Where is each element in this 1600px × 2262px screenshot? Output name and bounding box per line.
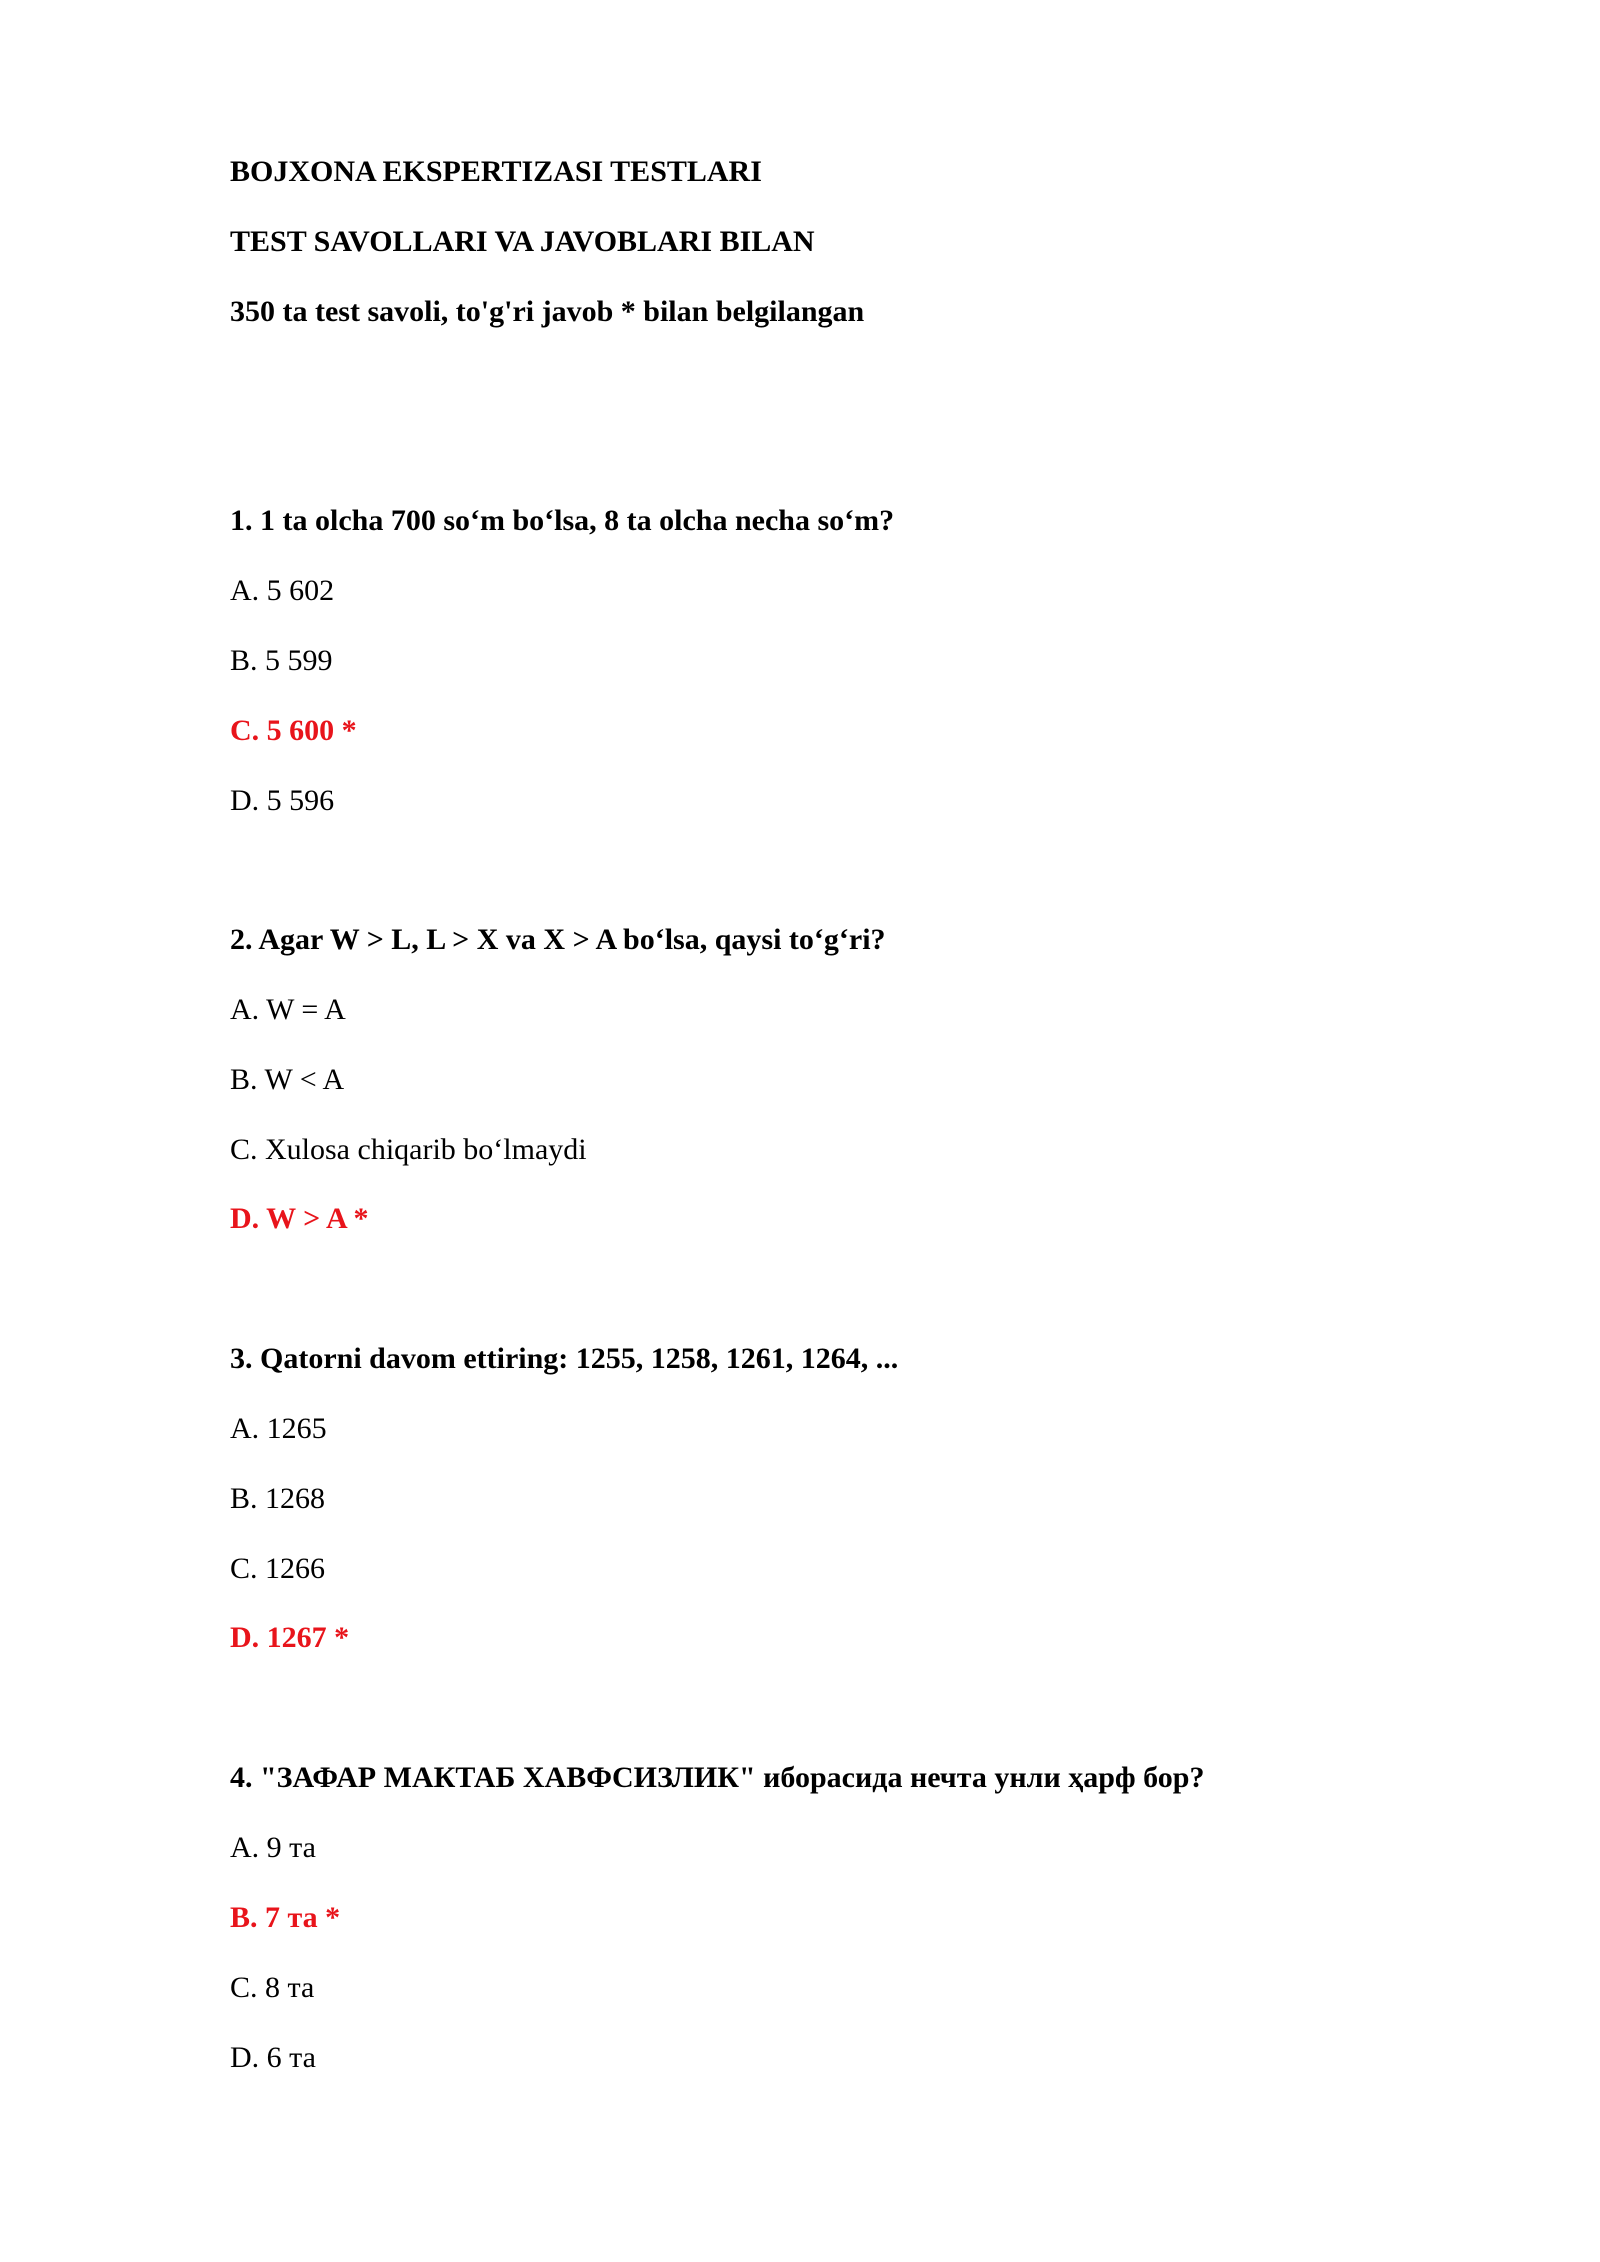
document-subtitle: TEST SAVOLLARI VA JAVOBLARI BILAN [230, 225, 815, 258]
question-4-option-c: C. 8 та [230, 1971, 315, 2004]
document-note: 350 ta test savoli, to'g'ri javob * bilan belgilangan [230, 295, 865, 328]
question-1: 1. 1 ta olcha 700 so‘m bo‘lsa, 8 ta olcha necha so‘m? [230, 504, 895, 537]
question-1-option-b: B. 5 599 [230, 644, 333, 677]
question-2-option-a: A. W = A [230, 993, 346, 1026]
question-3-option-a: A. 1265 [230, 1412, 327, 1445]
question-3: 3. Qatorni davom ettiring: 1255, 1258, 1261, 1264, ... [230, 1342, 899, 1375]
question-1-option-a: A. 5 602 [230, 574, 335, 607]
question-2-option-d-correct: D. W > A * [230, 1202, 369, 1235]
question-2: 2. Agar W > L, L > X va X > A bo‘lsa, qaysi to‘g‘ri? [230, 923, 886, 956]
question-2-option-b: B. W < A [230, 1063, 345, 1096]
question-3-option-b: B. 1268 [230, 1482, 326, 1515]
question-1-option-d: D. 5 596 [230, 784, 335, 817]
question-3-option-c: C. 1266 [230, 1552, 326, 1585]
question-4: 4. "ЗАФАР МАКТАБ ХАВФСИЗЛИК" иборасида нечта унли ҳарф бор? [230, 1761, 1205, 1794]
question-4-option-a: A. 9 та [230, 1831, 316, 1864]
question-1-option-c-correct: C. 5 600 * [230, 714, 357, 747]
question-3-option-d-correct: D. 1267 * [230, 1621, 350, 1654]
question-4-option-d: D. 6 та [230, 2041, 316, 2074]
question-2-option-c: C. Xulosa chiqarib bo‘lmaydi [230, 1133, 587, 1166]
document-title: BOJXONA EKSPERTIZASI TESTLARI [230, 155, 762, 188]
question-4-option-b-correct: B. 7 та * [230, 1901, 341, 1934]
